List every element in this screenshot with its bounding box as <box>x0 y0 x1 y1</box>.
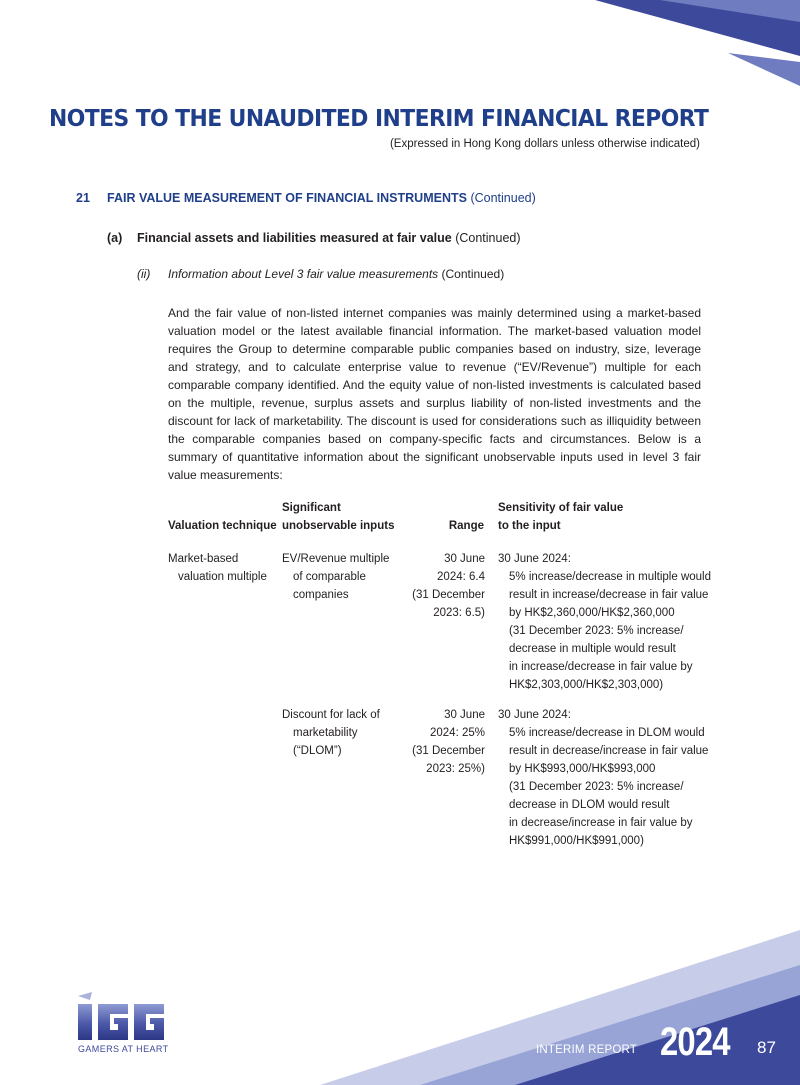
cell-line: HK$2,303,000/HK$2,303,000) <box>509 679 664 691</box>
cell-line: 30 June <box>444 709 485 721</box>
page-title: NOTES TO THE UNAUDITED INTERIM FINANCIAL REPORT <box>49 104 709 132</box>
page-subtitle: (Expressed in Hong Kong dollars unless otherwise indicated) <box>389 138 700 150</box>
section-title-text: FAIR VALUE MEASUREMENT OF FINANCIAL INSTRUMENTS <box>107 191 467 205</box>
cell-line: 30 June 2024: <box>498 553 571 565</box>
table-row-2-inputs <box>282 706 380 760</box>
table-row-1-range <box>390 550 485 622</box>
cell-line: 30 June 2024: <box>498 709 571 721</box>
cell-line: (31 December 2023: 5% increase/ <box>509 625 684 637</box>
section-number: 21 <box>76 191 90 205</box>
footer-year: 2024 <box>660 1020 730 1064</box>
cell-line: (31 December <box>412 589 485 601</box>
igg-logo <box>76 990 176 1042</box>
subsection-title <box>137 231 521 245</box>
header-line: Valuation technique <box>168 520 277 532</box>
table-row-2-range <box>390 706 485 778</box>
cell-line: 30 June <box>444 553 485 565</box>
cell-line: 2024: 25% <box>430 727 485 739</box>
section-continued: (Continued) <box>470 191 536 205</box>
cell-line: (31 December 2023: 5% increase/ <box>509 781 684 793</box>
cell-line: decrease in DLOM would result <box>509 799 670 811</box>
header-line: Significant <box>282 502 341 514</box>
header-line: to the input <box>498 520 561 532</box>
cell-line: companies <box>293 589 349 601</box>
cell-line: result in increase/decrease in fair value <box>509 589 709 601</box>
cell-line: result in decrease/increase in fair value <box>509 745 709 757</box>
cell-line: 2024: 6.4 <box>437 571 485 583</box>
cell-line: (“DLOM”) <box>293 745 342 757</box>
cell-line: by HK$2,360,000/HK$2,360,000 <box>509 607 675 619</box>
subsubsection-number: (ii) <box>137 267 151 281</box>
cell-line: EV/Revenue multiple <box>282 553 390 565</box>
page-number: 87 <box>757 1038 776 1057</box>
cell-line: 5% increase/decrease in DLOM would <box>509 727 705 739</box>
cell-line: Market-based <box>168 553 239 565</box>
header-range <box>400 517 484 535</box>
subsubsection-title <box>168 267 504 281</box>
cell-line: in decrease/increase in fair value by <box>509 817 693 829</box>
cell-line: HK$991,000/HK$991,000) <box>509 835 644 847</box>
logo-tagline: GAMERS AT HEART <box>78 1044 169 1054</box>
cell-line: Discount for lack of <box>282 709 380 721</box>
cell-line: 2023: 25%) <box>426 763 485 775</box>
header-line: Range <box>448 520 484 532</box>
table-row-1-technique <box>168 550 267 586</box>
cell-line: in increase/decrease in fair value by <box>509 661 693 673</box>
cell-line: of comparable <box>293 571 366 583</box>
header-line: unobservable inputs <box>282 520 395 532</box>
header-valuation-technique <box>168 517 277 535</box>
cell-line: 5% increase/decrease in multiple would <box>509 571 711 583</box>
subsection-continued: (Continued) <box>455 231 521 245</box>
top-corner-decoration <box>595 0 800 86</box>
cell-line: by HK$993,000/HK$993,000 <box>509 763 656 775</box>
cell-line: decrease in multiple would result <box>509 643 676 655</box>
cell-line: marketability <box>293 727 358 739</box>
header-unobservable-inputs <box>282 499 394 535</box>
footer-report-label: INTERIM REPORT <box>536 1044 637 1056</box>
subsection-title-text: Financial assets and liabilities measured at fair value <box>137 231 452 245</box>
subsubsection-continued: (Continued) <box>441 267 505 281</box>
cell-line: valuation multiple <box>178 571 267 583</box>
subsubsection-title-text: Information about Level 3 fair value measurements <box>168 267 439 281</box>
table-row-1-sensitivity <box>498 550 711 694</box>
body-paragraph: And the fair value of non-listed internet companies was mainly determined using a market-based valuation model or the latest available financial information. The market-based valuation model requires the Group to determine comparable public companies based on industry, size, leverage and strategy, and to calculate enterprise value to revenue (“EV/Revenue”) multiple for each comparable company identified. And the equity value of non-listed investments is calculated based on the multiple, revenue, surplus assets and surplus liability of non-listed investments and the discount for lack of marketability. The discount is used for considerations such as illiquidity between the comparable companies based on company-specific facts and circumstances. Below is a summary of quantitative information about the significant unobservable inputs used in level 3 fair value measurements: <box>168 306 701 482</box>
header-line: Sensitivity of fair value <box>498 502 624 514</box>
table-row-1-inputs <box>282 550 389 604</box>
section-title <box>107 191 536 205</box>
cell-line: (31 December <box>412 745 485 757</box>
header-sensitivity <box>498 499 623 535</box>
cell-line: 2023: 6.5) <box>433 607 485 619</box>
subsection-letter: (a) <box>107 231 123 245</box>
table-row-2-sensitivity <box>498 706 708 850</box>
